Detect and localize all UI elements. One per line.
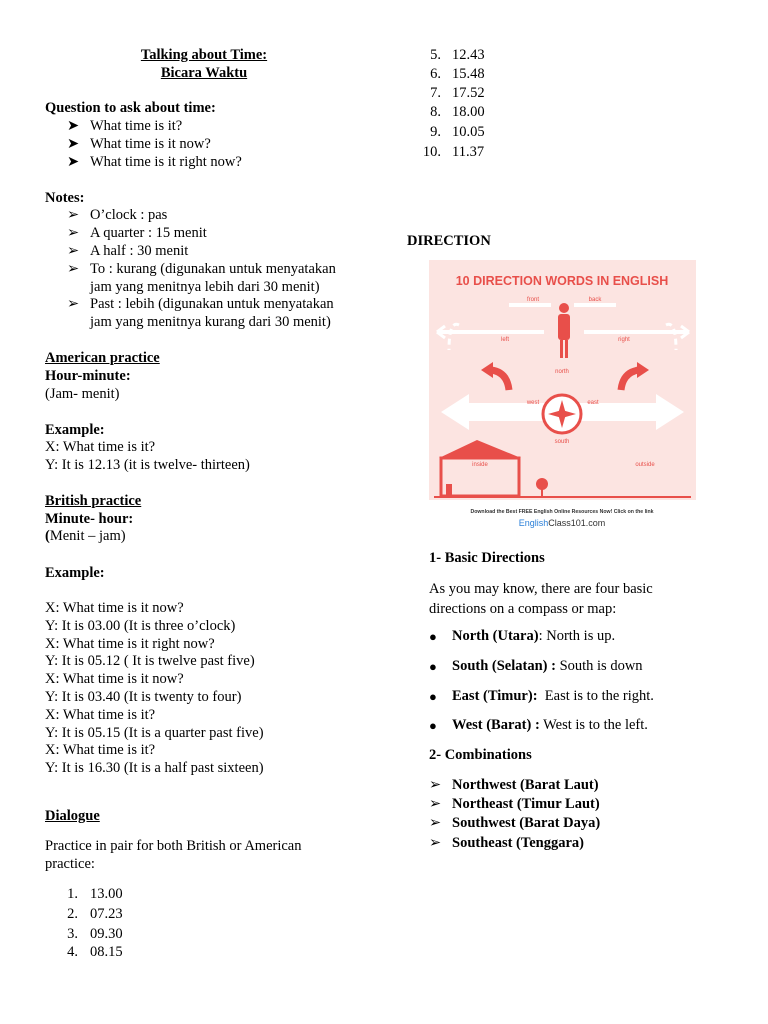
example-line: X: What time is it right now? [45,635,215,652]
arrow-bullet-icon: ➢ [429,815,442,831]
svg-text:inside: inside [472,462,488,468]
example-line: Y: It is 12.13 (it is twelve- thirteen) [45,457,250,473]
svg-text:south: south [554,439,570,445]
arrow-bullet-icon: ➢ [67,243,80,259]
infographic-brand: EnglishClass101.com [518,518,606,528]
arrow-bullet-icon: ➢ [67,225,80,241]
list-item: 08.15 [90,944,123,960]
british-note: (Menit – jam) [45,528,126,544]
list-item: 13.00 [90,886,123,902]
direction-infographic [429,260,696,533]
bullet-icon: ● [429,629,437,644]
basic-directions-intro: As you may know, there are four basic directions on a compass or map: [429,581,653,617]
example-line: X: What time is it? [45,439,156,455]
basic-directions-heading: 1- Basic Directions [429,550,545,566]
example1-heading: Example: [45,422,105,438]
bullet-icon: ● [429,659,437,674]
svg-text:back: back [588,297,602,303]
bullet-icon: ● [429,718,437,733]
arrow-bullet-icon: ➤ [67,154,80,170]
example-line: X: What time is it? [45,706,156,723]
doc-title: Talking about Time: [140,47,268,63]
questions-heading: Question to ask about time: [45,100,216,116]
list-item: 12.43 [452,47,485,63]
arrow-bullet-icon: ➢ [67,296,80,312]
arrow-bullet-icon: ➤ [67,118,80,134]
doc-subtitle: Bicara Waktu [160,65,248,81]
svg-text:left: left [500,337,510,343]
british-subheading: Minute- hour: [45,511,134,527]
list-item: 17.52 [452,85,485,101]
american-note: (Jam- menit) [45,386,120,402]
compass-icon [543,395,581,433]
arrow-bullet-icon: ➢ [429,835,442,851]
arrow-bullet-icon: ➢ [429,796,442,812]
bullet-icon: ● [429,689,437,704]
infographic-title: 10 DIRECTION WORDS IN ENGLISH [455,274,669,288]
example-line: Y: It is 05.15 (It is a quarter past five) [45,724,264,741]
arrow-bullet-icon: ➢ [67,207,80,223]
dialogue-heading: Dialogue [45,808,100,824]
svg-text:outside: outside [635,462,655,468]
example-line: Y: It is 05.12 ( It is twelve past five) [45,653,255,670]
combinations-heading: 2- Combinations [429,747,532,763]
british-heading: British practice [45,493,142,509]
american-subheading: Hour-minute: [45,368,131,384]
example-line: Y: It is 03.00 (It is three o’clock) [45,617,236,634]
list-item: 09.30 [90,926,123,942]
direction-heading: DIRECTION [407,233,491,249]
arrow-bullet-icon: ➢ [67,261,80,277]
list-item: 15.48 [452,66,485,82]
svg-text:front: front [526,297,540,303]
svg-text:right: right [618,337,630,343]
example-line: Y: It is 03.40 (It is twenty to four) [45,689,242,705]
american-heading: American practice [45,350,160,366]
example-line: Y: It is 16.30 (It is a half past sixteen) [45,760,264,777]
list-item: 10.05 [452,124,485,140]
dialogue-text: Practice in pair for both British or American practice: [45,838,302,872]
arrow-bullet-icon: ➢ [429,777,442,793]
notes-heading: Notes: [45,190,85,206]
list-item: 11.37 [452,144,485,160]
arrow-bullet-icon: ➤ [67,136,80,152]
svg-text:west: west [526,400,540,406]
svg-text:east: east [587,400,599,406]
list-item: 18.00 [452,104,485,120]
example-line: X: What time is it? [45,742,156,759]
list-item: 07.23 [90,906,123,922]
example-line: X: What time is it now? [45,600,184,616]
svg-text:north: north [555,369,569,375]
example-line: X: What time is it now? [45,671,184,688]
infographic-footer: Download the Best FREE English Online Resources Now! Click on the link [470,509,654,515]
example2-heading: Example: [45,565,105,581]
